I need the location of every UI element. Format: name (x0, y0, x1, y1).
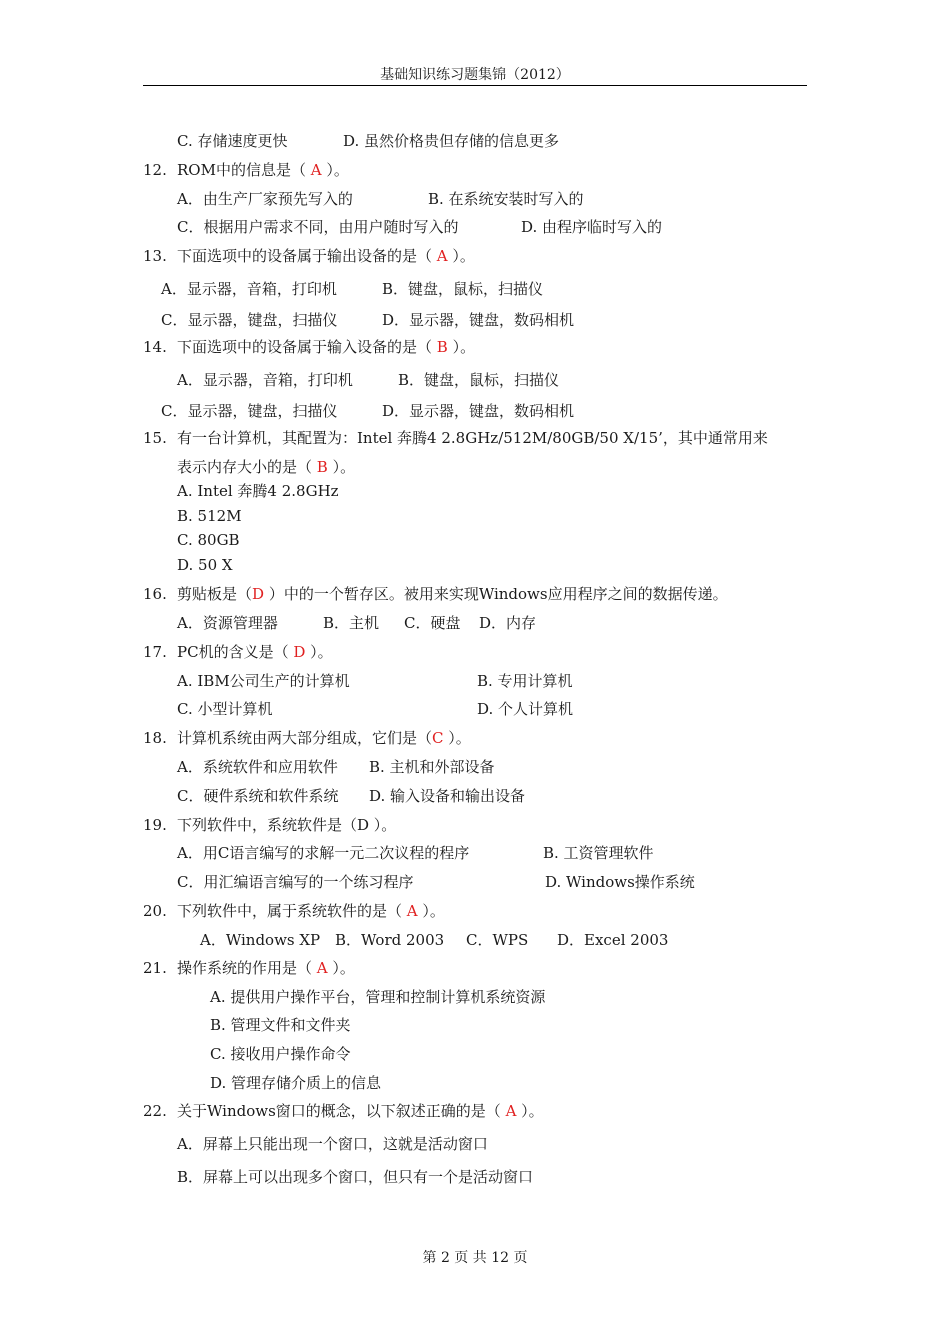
text-segment: B．屏幕上可以出现多个窗口，但只有一个是活动窗口 (177, 1168, 534, 1186)
answer-letter: A (316, 959, 328, 977)
option-line (210, 1073, 381, 1093)
option-line (177, 530, 240, 550)
option-line (177, 481, 339, 501)
question-number: 17. (143, 643, 167, 661)
answer-letter: B (316, 458, 328, 476)
page-footer: 第 2 页 共 12 页 (422, 1250, 528, 1266)
text-segment: ROM中的信息是（ (177, 161, 311, 179)
option-line (177, 131, 560, 151)
page-header-title: 基础知识练习题集锦（2012） (380, 67, 570, 83)
question-number: 14. (143, 338, 167, 356)
question-number: 15. (143, 429, 167, 447)
text-segment: D. 输入设备和输出设备 (369, 787, 526, 805)
answer-letter: D (293, 643, 306, 661)
text-segment: 下列软件中，系统软件是（D ）。 (177, 816, 397, 834)
text-segment: ）。 (443, 729, 471, 747)
question-text (177, 728, 471, 748)
text-segment: C．WPS (466, 931, 529, 949)
question-number: 13. (143, 247, 167, 265)
text-segment: 下列软件中，属于系统软件的是（ (177, 902, 407, 920)
answer-letter: A (310, 161, 322, 179)
text-segment: D. 管理存储介质上的信息 (210, 1074, 382, 1092)
text-segment: D. 虽然价格贵但存储的信息更多 (343, 132, 560, 150)
question-number: 19. (143, 816, 167, 834)
option-line (210, 1015, 351, 1035)
question-text (177, 584, 728, 604)
option-line (161, 310, 575, 330)
option-line (177, 699, 574, 719)
text-segment: B．键盘，鼠标，扫描仪 (382, 280, 544, 298)
text-segment: 剪贴板是（ (177, 585, 253, 603)
text-segment: B．主机 (323, 614, 380, 632)
option-line (177, 843, 654, 863)
text-segment: A．由生产厂家预先写入的 (177, 190, 353, 208)
text-segment: C．根据用户需求不同，由用户随时写入的 (177, 218, 459, 236)
header-rule (143, 85, 807, 86)
option-line (177, 506, 242, 526)
option-line (200, 930, 669, 950)
text-segment: ）。 (327, 458, 356, 476)
text-segment: C. 小型计算机 (177, 700, 273, 718)
text-segment: 下面选项中的设备属于输入设备的是（ (177, 338, 437, 356)
text-segment: A. Intel 奔腾4 2.8GHz (177, 482, 339, 500)
text-segment: ）。 (321, 161, 349, 179)
option-line (177, 786, 526, 806)
option-line (210, 987, 545, 1007)
option-line (177, 555, 233, 575)
text-segment: PC机的含义是（ (177, 643, 294, 661)
question-number: 20. (143, 902, 167, 920)
text-segment: A．资源管理器 (177, 614, 278, 632)
text-segment: A．系统软件和应用软件 (177, 758, 338, 776)
question-text (177, 642, 333, 662)
answer-letter: A (505, 1102, 517, 1120)
text-segment: ）。 (516, 1102, 544, 1120)
option-line (161, 279, 544, 299)
question-number: 12. (143, 161, 167, 179)
text-segment: A．屏幕上只能出现一个窗口，这就是活动窗口 (177, 1135, 488, 1153)
question-text (177, 1101, 544, 1121)
option-line (161, 401, 575, 421)
option-line (177, 189, 584, 209)
text-segment: 有一台计算机，其配置为：Intel 奔腾4 2.8GHz/512M/80GB/50 X/15’，其中通常用来 (177, 429, 768, 447)
text-segment: 表示内存大小的是（ (177, 458, 317, 476)
option-line (177, 872, 695, 892)
option-line (210, 1044, 350, 1064)
option-line (177, 370, 560, 390)
text-segment: C．硬件系统和软件系统 (177, 787, 339, 805)
text-segment: A．用C语言编写的求解一元二次议程的程序 (177, 844, 470, 862)
text-segment: A. IBM公司生产的计算机 (177, 672, 350, 690)
text-segment: D．显示器，键盘，数码相机 (382, 311, 575, 329)
answer-letter: A (406, 902, 418, 920)
text-segment: ）。 (327, 959, 355, 977)
text-segment: ）。 (447, 338, 476, 356)
text-segment: B. 主机和外部设备 (369, 758, 495, 776)
option-line (177, 457, 355, 477)
text-segment: C．显示器，键盘，扫描仪 (161, 402, 338, 420)
text-segment: 操作系统的作用是（ (177, 959, 317, 977)
text-segment: B. 工资管理软件 (543, 844, 654, 862)
text-segment: D. Windows操作系统 (545, 873, 695, 891)
option-line (177, 757, 495, 777)
question-text (177, 958, 355, 978)
question-number: 18. (143, 729, 167, 747)
option-line (177, 1134, 488, 1154)
question-number: 21. (143, 959, 167, 977)
answer-letter: A (436, 247, 448, 265)
question-number: 22. (143, 1102, 167, 1120)
text-segment: 下面选项中的设备属于输出设备的是（ (177, 247, 437, 265)
text-segment: A. 提供用户操作平台，管理和控制计算机系统资源 (210, 988, 546, 1006)
text-segment: D. 由程序临时写入的 (521, 218, 663, 236)
option-line (177, 1167, 533, 1187)
text-segment: D．显示器，键盘，数码相机 (382, 402, 575, 420)
text-segment: ）中的一个暂存区。被用来实现Windows应用程序之间的数据传递。 (264, 585, 728, 603)
question-number: 16. (143, 585, 167, 603)
question-text (177, 815, 396, 835)
text-segment: B. 管理文件和文件夹 (210, 1016, 351, 1034)
text-segment: 计算机系统由两大部分组成，它们是（ (177, 729, 433, 747)
question-text (177, 246, 475, 266)
text-segment: C. 存储速度更快 (177, 132, 288, 150)
text-segment: A．显示器，音箱，打印机 (177, 371, 353, 389)
text-segment: ）。 (417, 902, 445, 920)
text-segment: C. 80GB (177, 531, 240, 549)
text-segment: ）。 (305, 643, 333, 661)
text-segment: A．Windows XP (200, 931, 321, 949)
text-segment: C．用汇编语言编写的一个练习程序 (177, 873, 414, 891)
text-segment: B．键盘，鼠标，扫描仪 (398, 371, 560, 389)
question-text (177, 337, 475, 357)
option-line (177, 613, 537, 633)
text-segment: 关于Windows窗口的概念，以下叙述正确的是（ (177, 1102, 506, 1120)
text-segment: B. 512M (177, 507, 242, 525)
option-line (177, 217, 663, 237)
answer-letter: C (432, 729, 444, 747)
answer-letter: B (436, 338, 448, 356)
text-segment: D．Excel 2003 (557, 931, 669, 949)
question-text (177, 901, 445, 921)
text-segment: B．Word 2003 (335, 931, 445, 949)
text-segment: B. 专用计算机 (477, 672, 573, 690)
text-segment: C. 接收用户操作命令 (210, 1045, 351, 1063)
text-segment: A．显示器，音箱，打印机 (161, 280, 337, 298)
question-text (177, 428, 768, 448)
text-segment: ）。 (447, 247, 475, 265)
answer-letter: D (252, 585, 265, 603)
text-segment: C．硬盘 (404, 614, 461, 632)
text-segment: D. 50 X (177, 556, 233, 574)
text-segment: B. 在系统安装时写入的 (428, 190, 584, 208)
question-text (177, 160, 349, 180)
option-line (177, 671, 573, 691)
text-segment: D. 个人计算机 (477, 700, 574, 718)
text-segment: D．内存 (479, 614, 537, 632)
text-segment: C．显示器，键盘，扫描仪 (161, 311, 338, 329)
